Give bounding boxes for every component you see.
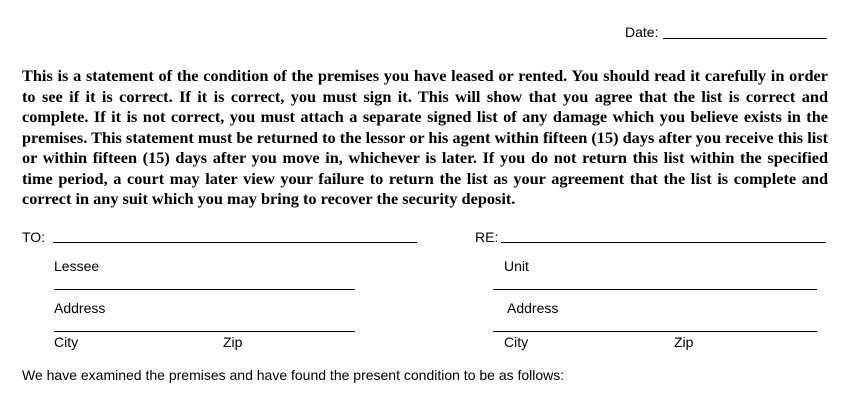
to-label: TO:	[22, 229, 46, 245]
lessee-city-zip-field[interactable]	[54, 331, 355, 332]
re-label: RE:	[475, 229, 499, 245]
unit-city-zip-field[interactable]	[493, 331, 817, 332]
date-label: Date:	[625, 24, 659, 40]
lessee-city-label: City	[54, 334, 79, 350]
unit-field[interactable]	[493, 289, 817, 290]
unit-address-label: Address	[507, 300, 559, 316]
lessee-address-label: Address	[54, 300, 106, 316]
unit-zip-label: Zip	[674, 334, 694, 350]
unit-label: Unit	[504, 258, 529, 274]
date-field[interactable]	[663, 38, 827, 39]
examined-text: We have examined the premises and have found the present condition to be as follows:	[22, 367, 565, 383]
re-field[interactable]	[501, 242, 826, 243]
statement-paragraph: This is a statement of the condition of the premises you have leased or rented. You should read it carefully in order to see if it is correct. If it is correct, you must sign it. This will show that you agree that the list is correct and complete. If it is not correct, you must attach a separate signed list of any damage which you believe exists in the premises. This statement must be returned to the lessor or his agent within fifteen (15) days after you receive this list or within fifteen (15) days after you move in, whichever is later. If you do not return this list within the specified time period, a court may later view your failure to return the list as your agreement that the list is complete and correct in any suit which you may bring to recover the security deposit.	[22, 66, 828, 208]
lessee-zip-label: Zip	[223, 334, 243, 350]
unit-city-label: City	[504, 334, 529, 350]
lessee-field[interactable]	[54, 289, 355, 290]
lessee-label: Lessee	[54, 258, 100, 274]
to-field[interactable]	[53, 242, 417, 243]
